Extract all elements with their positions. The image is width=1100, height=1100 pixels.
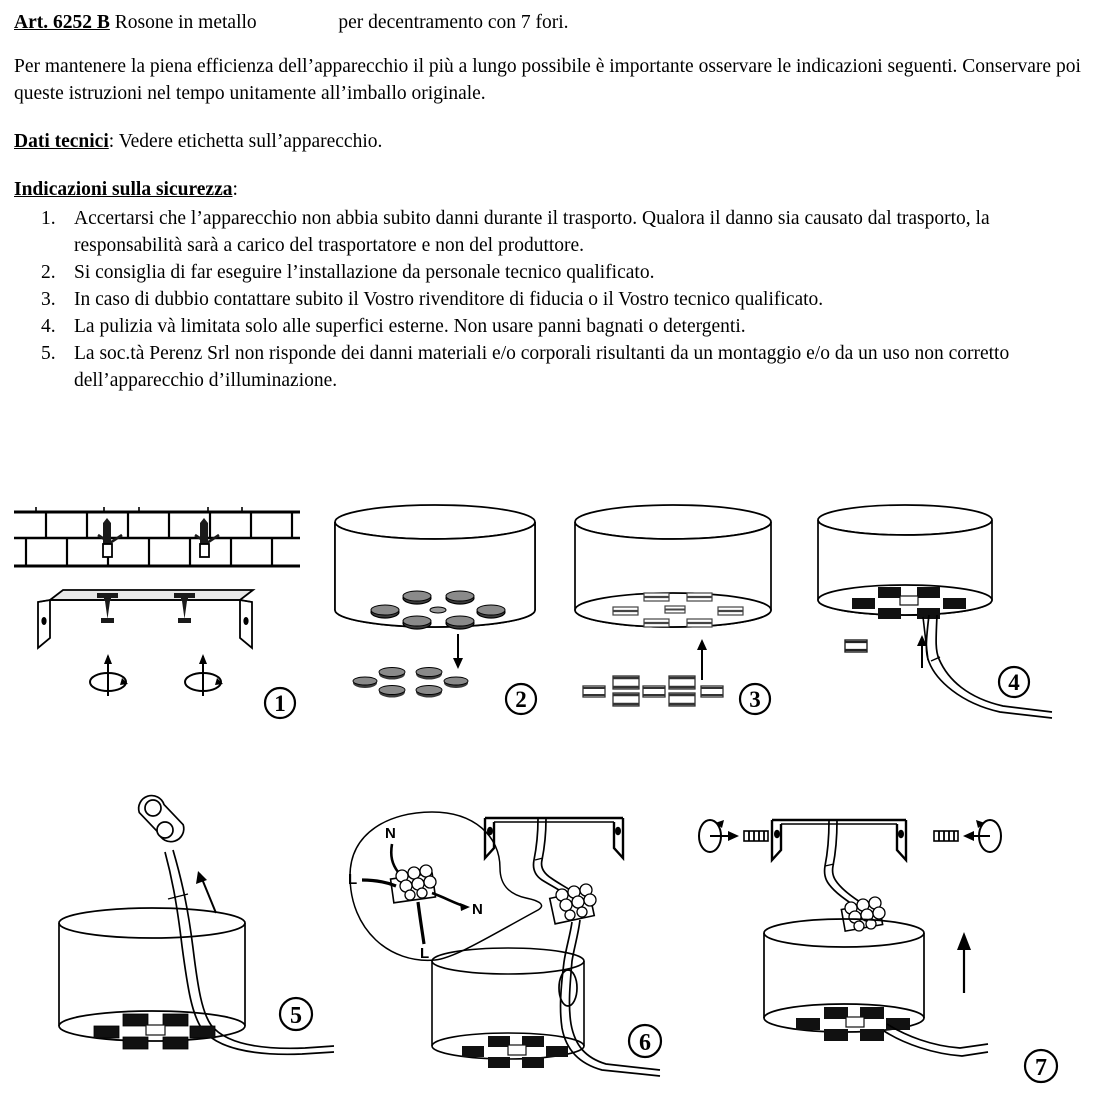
safety-item-number: 2.	[41, 262, 56, 283]
step-number-badge	[740, 684, 770, 714]
bracket-screw-icon	[97, 593, 118, 623]
step-number: 1	[274, 691, 286, 716]
tech-data-separator: :	[108, 131, 115, 152]
screw-rotation-icon	[963, 820, 1001, 852]
step-number-badge	[280, 998, 312, 1030]
wire-label-l-bottom: L	[420, 945, 430, 962]
safety-item	[14, 313, 1088, 340]
step-number: 6	[639, 1030, 651, 1056]
step-number-badge	[1025, 1050, 1057, 1082]
safety-item-number: 5.	[41, 343, 56, 364]
loose-sleeves-group	[583, 676, 723, 706]
terminal-block-icon	[550, 884, 596, 924]
safety-separator: :	[232, 179, 238, 200]
safety-item-number: 4.	[41, 316, 56, 337]
safety-label: Indicazioni sulla sicurezza	[14, 179, 233, 200]
safety-item-text: La soc.tà Perenz Srl non risponde dei danni materiali e/o corporali risultanti da un montaggio e/o da un uso non corretto dell’apparecchio d’illuminazione.	[74, 343, 1010, 391]
wire-label-n-right: N	[472, 901, 483, 918]
loose-grommets-group	[353, 668, 468, 698]
safety-item	[14, 286, 1088, 313]
safety-item	[14, 340, 1088, 394]
lampshade-icon	[59, 908, 245, 1041]
safety-item-text: In caso di dubbio contattare subito il Vostro rivenditore di fiducia o il Vostro tecnico qualificato.	[74, 289, 824, 310]
step-number: 4	[1008, 670, 1020, 695]
figure-eight-fixing-plate-icon	[135, 788, 187, 848]
screw-icon	[744, 831, 768, 841]
up-arrow-icon	[697, 639, 707, 680]
figure-step-1	[8, 490, 308, 730]
tech-data-label: Dati tecnici	[14, 131, 109, 152]
figure-step-3	[565, 490, 795, 730]
safety-item-number: 1.	[41, 208, 56, 229]
safety-list	[14, 205, 1088, 394]
instruction-text-block	[14, 10, 1088, 394]
down-arrow-icon	[453, 634, 463, 669]
tech-data-heading	[14, 129, 1088, 155]
power-cable-icon	[533, 819, 570, 892]
safety-item-text: Accertarsi che l’apparecchio non abbia subito danni durante il trasporto. Qualora il danno sia causato dal trasporto, la responsabilità sarà a carico del trasportatore e non del produttore.	[74, 208, 990, 256]
wiring-detail-callout	[350, 812, 542, 960]
figure-step-7	[688, 798, 1098, 1088]
mounting-bracket-icon	[38, 590, 253, 648]
shade-socket-fittings	[462, 1036, 568, 1068]
step-number: 5	[290, 1003, 302, 1029]
step-number: 7	[1035, 1055, 1047, 1081]
article-code: Art. 6252 B	[14, 12, 110, 33]
up-arrow-icon	[196, 871, 216, 913]
step-number-badge	[629, 1025, 661, 1057]
step-number: 3	[749, 687, 761, 712]
step-number: 2	[515, 687, 527, 712]
step-number-badge	[999, 667, 1029, 697]
power-cable-icon	[825, 821, 860, 904]
up-arrow-icon	[957, 932, 971, 993]
power-cable-icon	[923, 615, 1052, 718]
safety-item-number: 3.	[41, 289, 56, 310]
safety-item	[14, 205, 1088, 259]
loose-sleeve-icon	[845, 640, 867, 652]
wall-anchor-icon	[195, 518, 219, 557]
figure-step-5	[22, 786, 352, 1081]
screw-rotation-icon	[185, 654, 223, 696]
screw-rotation-icon	[699, 820, 739, 852]
bracket-screw-icon	[174, 593, 195, 623]
mounting-bracket-icon	[485, 818, 623, 858]
screw-rotation-icon	[90, 654, 128, 696]
article-title: Rosone in metallo	[114, 12, 257, 33]
assembly-diagrams	[0, 486, 1100, 1100]
safety-item-text: Si consiglia di far eseguire l’installazione da personale tecnico qualificato.	[74, 262, 655, 283]
safety-heading	[14, 177, 1088, 203]
article-title-line	[14, 10, 1088, 36]
figure-step-4	[800, 490, 1090, 740]
step-number-badge	[265, 688, 295, 718]
brick-wall-icon	[14, 507, 300, 566]
article-subtitle: per decentramento con 7 fori.	[338, 12, 569, 33]
screw-icon	[934, 831, 958, 841]
intro-paragraph: Per mantenere la piena efficienza dell’apparecchio il più a lungo possibile è importante osservare le indicazioni seguenti. Conservare poi queste istruzioni nel tempo unitamente all’imballo originale.	[14, 56, 1081, 104]
step-number-badge	[506, 684, 536, 714]
figure-step-6	[340, 798, 700, 1088]
mounting-bracket-icon	[772, 820, 906, 860]
terminal-block-icon	[841, 897, 885, 931]
wall-anchor-icon	[98, 518, 122, 557]
wire-label-n-top: N	[385, 825, 396, 842]
wire-label-l-left: L	[348, 871, 358, 888]
figure-step-2	[325, 490, 555, 730]
safety-item-text: La pulizia và limitata solo alle superfici esterne. Non usare panni bagnati o detergenti.	[74, 316, 746, 337]
safety-item	[14, 259, 1088, 286]
tech-data-value: Vedere etichetta sull’apparecchio.	[118, 131, 383, 152]
